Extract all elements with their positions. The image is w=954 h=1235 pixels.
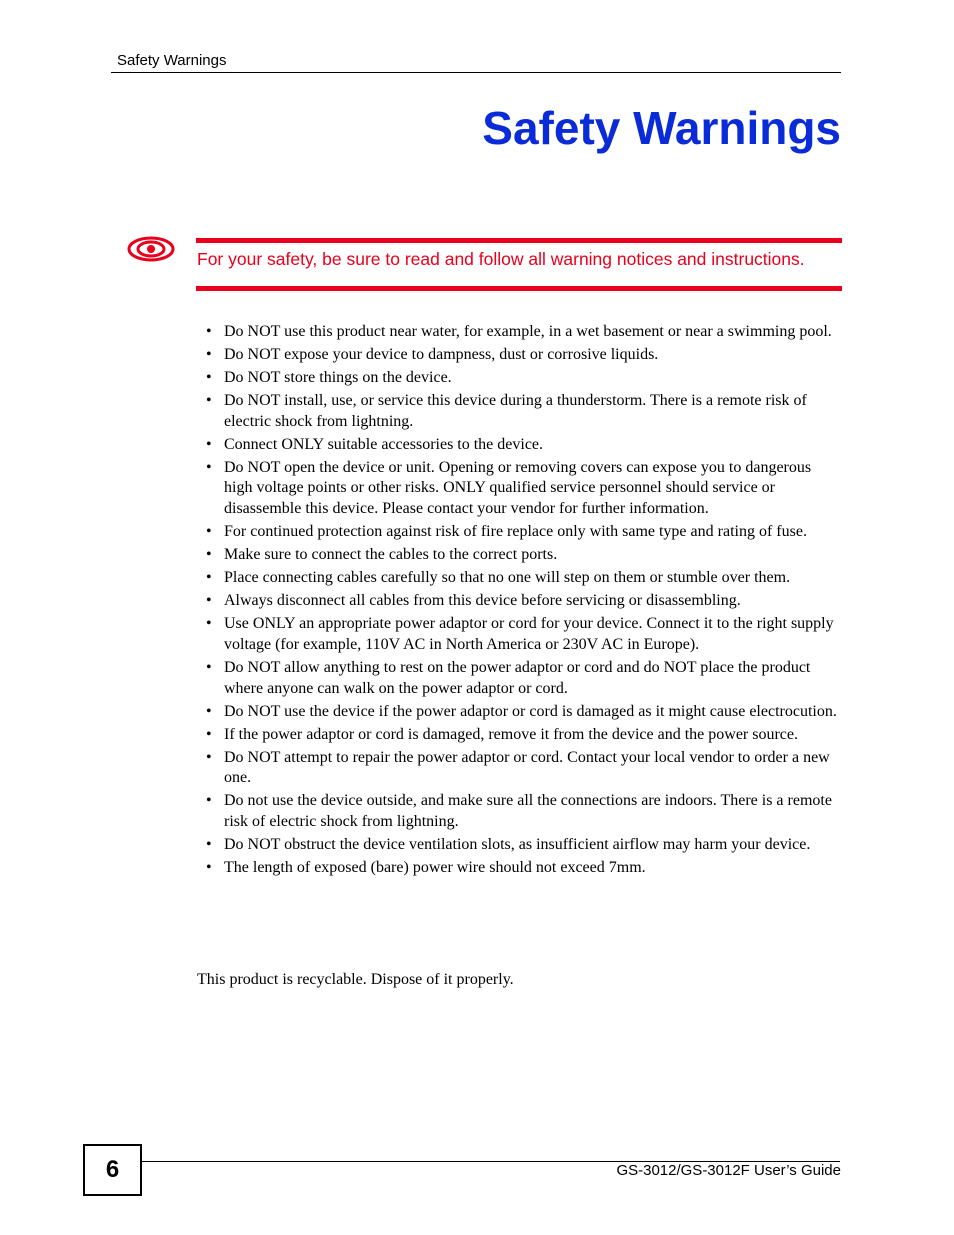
list-item-text: Do NOT obstruct the device ventilation slots, as insufficient airflow may harm your device.	[224, 836, 811, 853]
list-item-text: Make sure to connect the cables to the correct ports.	[224, 546, 558, 564]
list-item: • For continued protection against risk of fire replace only with same type and rating of fuse.	[206, 523, 807, 541]
list-item-text: If the power adaptor or cord is damaged, remove it from the device and the power source.	[224, 725, 798, 743]
list-item: • Place connecting cables carefully so that no one will step on them or stumble over them.	[206, 569, 791, 587]
list-item-text: Do NOT expose your device to dampness, dust or corrosive liquids.	[224, 346, 659, 364]
list-item: • Do NOT open the device or unit. Opening or removing covers can expose you to dangerous high voltage points or other risks. ONLY qualified service personnel should service or disassemble this device. Please contact your vendor for further information.	[206, 458, 812, 517]
list-item-text: Always disconnect all cables from this device before servicing or disassembling.	[224, 592, 741, 610]
list-item-text: Do NOT open the device or unit. Opening or removing covers can expose you to dangerous high voltage points or other risks. ONLY qualified service personnel should service or disassemble this device. Please contact your vendor for further information.	[224, 458, 812, 517]
recycling-note: This product is recyclable. Dispose of it properly.	[197, 971, 514, 988]
list-item: • Do not use the device outside, and make sure all the connections are indoors. There is a remote risk of electric shock from lightning.	[206, 792, 832, 830]
list-item-text: The length of exposed (bare) power wire should not exceed 7mm.	[224, 859, 646, 877]
warning-text: For your safety, be sure to read and follow all warning notices and instructions.	[197, 249, 805, 269]
list-item: • Connect ONLY suitable accessories to the device.	[206, 435, 544, 453]
guide-title: GS-3012/GS-3012F User’s Guide	[616, 1162, 841, 1179]
list-item: • Do NOT allow anything to rest on the power adaptor or cord and do NOT place the product where anyone can walk on the power adaptor or cord.	[206, 659, 811, 697]
eye-icon	[127, 234, 175, 264]
list-item: • If the power adaptor or cord is damaged, remove it from the device and the power source.	[206, 725, 798, 743]
list-item-text: Connect ONLY suitable accessories to the device.	[224, 435, 544, 453]
page-title: Safety Warnings	[482, 102, 841, 154]
list-item-text: Do NOT attempt to repair the power adaptor or cord. Contact your local vendor to order a new one.	[224, 748, 830, 787]
page-number: 6	[83, 1144, 142, 1196]
list-item-text: For continued protection against risk of fire replace only with same type and rating of fuse.	[224, 523, 807, 541]
header-divider	[111, 72, 841, 73]
safety-bullet-list	[206, 322, 842, 881]
list-item: • Do NOT obstruct the device ventilation slots, as insufficient airflow may harm your device.	[206, 836, 811, 853]
warning-rule-bottom	[196, 286, 842, 291]
list-item-text: Use ONLY an appropriate power adaptor or cord for your device. Connect it to the right supply voltage (for example, 110V AC in North America or 230V AC in Europe).	[224, 615, 834, 653]
list-item: • Always disconnect all cables from this device before servicing or disassembling.	[206, 592, 741, 610]
list-item-text: Do NOT store things on the device.	[224, 369, 452, 387]
warning-rule-top	[196, 238, 842, 243]
list-item: • The length of exposed (bare) power wire should not exceed 7mm.	[206, 859, 646, 877]
list-item: • Use ONLY an appropriate power adaptor or cord for your device. Connect it to the right supply voltage (for example, 110V AC in North America or 230V AC in Europe).	[206, 615, 834, 653]
list-item: • Do NOT expose your device to dampness, dust or corrosive liquids.	[206, 346, 659, 364]
list-item: • Do NOT use the device if the power adaptor or cord is damaged as it might cause electrocution.	[206, 702, 837, 720]
list-item-text: Do NOT use this product near water, for example, in a wet basement or near a swimming pool.	[224, 323, 832, 340]
list-item: • Do NOT use this product near water, for example, in a wet basement or near a swimming pool.	[206, 323, 832, 340]
list-item-text: Do NOT install, use, or service this device during a thunderstorm. There is a remote risk of electric shock from lightning.	[224, 392, 807, 430]
list-item: • Do NOT store things on the device.	[206, 369, 452, 387]
running-header: Safety Warnings	[117, 52, 227, 69]
list-item-text: Do NOT allow anything to rest on the power adaptor or cord and do NOT place the product where anyone can walk on the power adaptor or cord.	[224, 659, 811, 697]
list-item: • Do NOT install, use, or service this device during a thunderstorm. There is a remote risk of electric shock from lightning.	[206, 392, 807, 430]
list-item-text: Do NOT use the device if the power adaptor or cord is damaged as it might cause electrocution.	[224, 702, 837, 720]
list-item-text: Do not use the device outside, and make sure all the connections are indoors. There is a remote risk of electric shock from lightning.	[224, 792, 832, 830]
list-item: • Make sure to connect the cables to the correct ports.	[206, 546, 558, 564]
list-item-text: Place connecting cables carefully so that no one will step on them or stumble over them.	[224, 569, 791, 587]
list-item: • Do NOT attempt to repair the power adaptor or cord. Contact your local vendor to order a new one.	[206, 748, 830, 787]
